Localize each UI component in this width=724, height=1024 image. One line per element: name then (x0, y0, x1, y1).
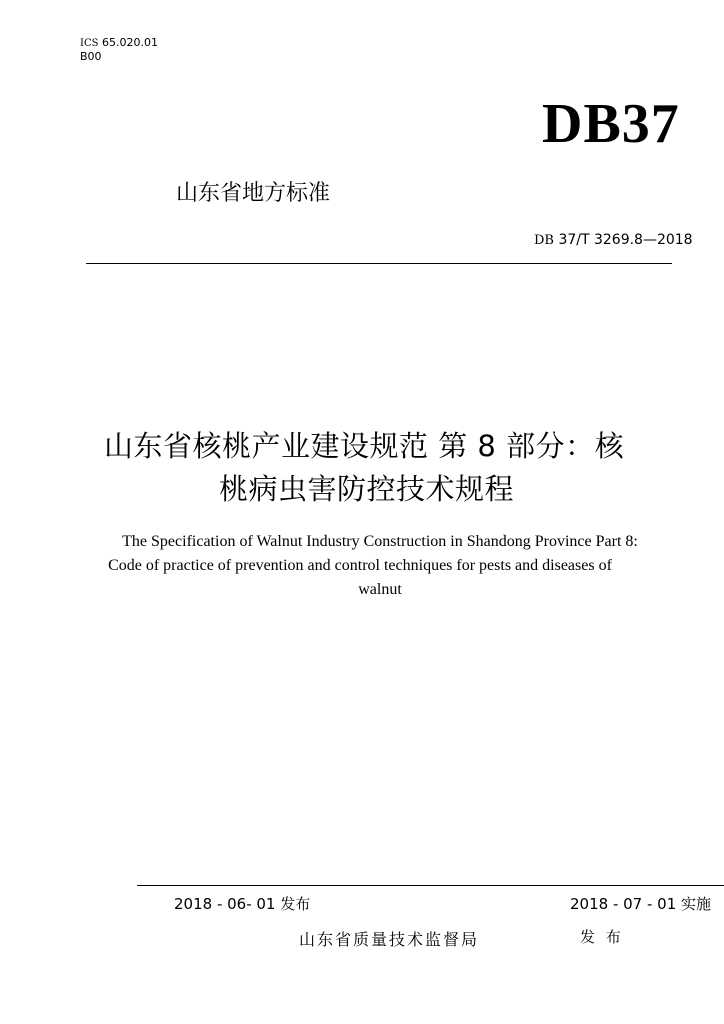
header-divider (86, 263, 672, 264)
implement-date: 2018 - 07 - 01 实施 (570, 895, 712, 913)
issue-label: 发 布 (580, 928, 624, 946)
issuing-authority: 山东省质量技术监督局 (299, 930, 480, 949)
ics-label: ICS (80, 38, 99, 49)
ics-number: 65.020.01 (101, 36, 158, 49)
local-standard-label: 山东省地方标准 (176, 181, 331, 206)
title-en-line-3: walnut (358, 581, 402, 598)
ics-code (80, 36, 158, 51)
title-en-line-2: Code of practice of prevention and control techniques for pests and diseases of (108, 557, 612, 574)
title-zh-line-1: 山东省核桃产业建设规范 第 8 部分：核 (104, 429, 625, 463)
footer-divider (137, 885, 724, 886)
standard-number (534, 231, 693, 250)
standard-code: 37/T 3269.8—2018 (558, 232, 693, 248)
title-en-line-1: The Specification of Walnut Industry Construction in Shandong Province Part 8: (122, 533, 638, 550)
db-mark: DB37 (542, 93, 680, 155)
title-zh-line-2: 桃病虫害防控技术规程 (219, 472, 515, 506)
publish-date: 2018 - 06- 01 发布 (174, 895, 311, 913)
standard-prefix: DB (534, 233, 554, 248)
classification-code: B00 (80, 50, 102, 63)
